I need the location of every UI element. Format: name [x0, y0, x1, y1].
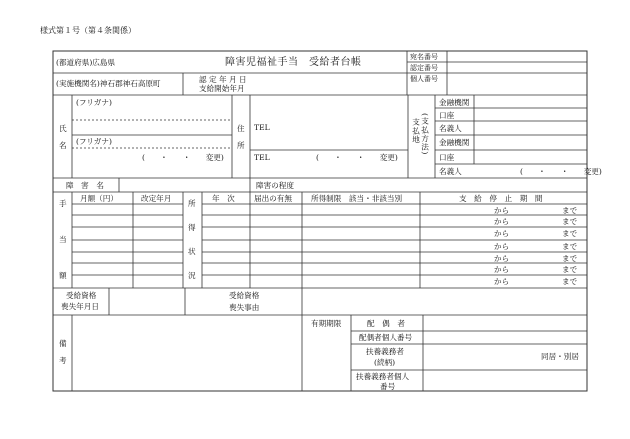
payment-method-label: (支払方法) — [420, 113, 430, 156]
period-to: まで — [562, 265, 578, 274]
pay-start-label: 支給開始年月 — [199, 84, 245, 93]
tel-2: TEL — [254, 153, 270, 162]
period-to: まで — [562, 206, 578, 215]
address-number-label: 宛名番号 — [410, 53, 438, 61]
period-from: から — [494, 217, 510, 226]
loss-reason-label-2: 喪失事由 — [229, 303, 260, 312]
disability-degree-label: 障害の程度 — [256, 181, 294, 190]
bank-1: 金融機関 — [439, 98, 470, 107]
period-to: まで — [562, 242, 578, 251]
address-label-1: 住 — [237, 124, 245, 133]
remarks-label-2: 考 — [59, 356, 67, 365]
year-label: 年 次 — [212, 194, 235, 203]
furigana-1: (フリガナ) — [76, 98, 112, 107]
personal-number-label: 個人番号 — [410, 75, 438, 83]
period-from: から — [494, 265, 510, 274]
form-number: 様式第１号（第４条関係） — [40, 26, 136, 35]
period-to: まで — [562, 217, 578, 226]
name-label-2: 名 — [59, 141, 67, 150]
bank-2: 金融機関 — [439, 138, 470, 147]
furigana-2: (フリガナ) — [76, 137, 112, 146]
prefecture: (都道府県)広島県 — [56, 58, 116, 67]
cert-number-label: 認定番号 — [410, 64, 438, 72]
cert-date-label: 認 定 年 月 日 — [199, 75, 247, 84]
address-change: ( ・ ・ 変更) — [316, 153, 398, 162]
income-label-1: 所 — [188, 199, 196, 208]
report-label: 届出の有無 — [254, 194, 292, 203]
acq-loss-label-1: 受給資格 — [66, 291, 97, 300]
allowance-label-3: 額 — [59, 271, 67, 280]
allowance-label-2: 当 — [59, 235, 67, 244]
monthly-amount-label: 月額（円） — [80, 194, 118, 203]
allowance-label-1: 手 — [59, 199, 67, 208]
address-label-2: 所 — [237, 141, 245, 150]
name-label-1: 氏 — [59, 124, 67, 133]
disability-name-label: 障 害 名 — [66, 181, 104, 190]
living-arrangement: 同居・別居 — [541, 352, 579, 361]
period-from: から — [494, 229, 510, 238]
payment-place-label: 支払地 — [411, 118, 421, 144]
account-2: 口座 — [439, 153, 455, 162]
revision-label: 改定年月 — [141, 194, 172, 203]
period-to: まで — [562, 277, 578, 286]
period-to: まで — [562, 254, 578, 263]
acq-loss-label-2: 喪失年月日 — [61, 302, 99, 311]
name-change: ( ・ ・ 変更) — [142, 153, 224, 162]
period-from: から — [494, 242, 510, 251]
bank-change: ( ・ ・ 変更) — [520, 167, 602, 176]
income-label-4: 況 — [188, 271, 196, 280]
supporter-label: 扶養義務者 — [366, 347, 404, 356]
holder-1: 名義人 — [439, 124, 462, 133]
stop-period-label: 支 給 停 止 期 間 — [459, 194, 543, 203]
period-from: から — [494, 277, 510, 286]
period-from: から — [494, 206, 510, 215]
supporter-number-label-2: 番号 — [380, 382, 396, 391]
income-limit-label: 所得制限 該当・非該当別 — [311, 194, 403, 203]
account-1: 口座 — [439, 111, 455, 120]
holder-2: 名義人 — [439, 167, 462, 176]
supporter-number-label-1: 扶養義務者個人 — [356, 372, 410, 381]
spouse-label: 配 偶 者 — [367, 319, 405, 328]
period-from: から — [494, 254, 510, 263]
remarks-label-1: 備 — [59, 339, 67, 348]
loss-reason-label-1: 受給資格 — [229, 291, 260, 300]
income-label-2: 得 — [188, 223, 196, 232]
spouse-number-label: 配偶者個人番号 — [359, 333, 413, 342]
validity-label: 有期期限 — [311, 319, 342, 328]
income-label-3: 状 — [188, 247, 196, 256]
tel-1: TEL — [254, 123, 270, 132]
relationship-label: (続柄) — [374, 358, 396, 367]
form-title: 障害児福祉手当 受給者台帳 — [225, 57, 362, 68]
period-to: まで — [562, 229, 578, 238]
agency: (実施機関名)神石郡神石高原町 — [56, 79, 161, 88]
